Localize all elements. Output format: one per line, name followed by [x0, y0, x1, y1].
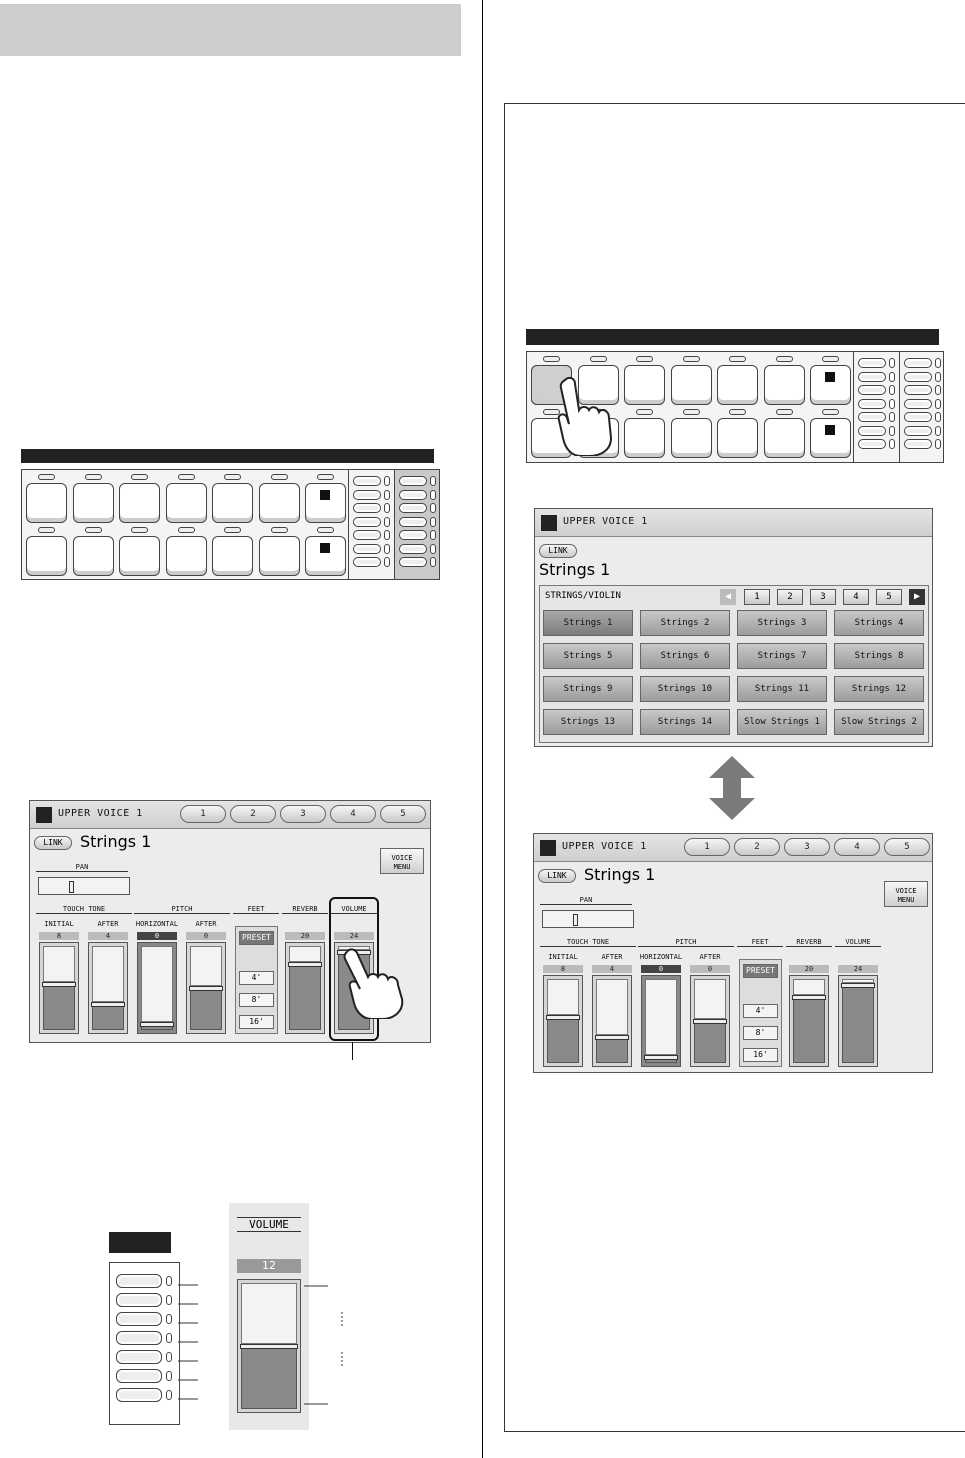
tablet-switch[interactable] — [858, 426, 886, 436]
pitch-after-slider-upper — [694, 979, 726, 1019]
volume-pointer-line — [352, 1042, 353, 1060]
tablet-switch[interactable] — [399, 544, 427, 554]
voice-button[interactable] — [305, 483, 346, 523]
tablet-switch[interactable] — [399, 476, 427, 486]
tablet-switch[interactable] — [904, 412, 932, 422]
volume-label: VOLUME — [331, 905, 377, 914]
tablet-switch[interactable] — [116, 1331, 162, 1345]
screen-title: UPPER VOICE 1 — [58, 808, 143, 819]
pitch-after-label: AFTER — [195, 920, 217, 928]
tablet-lamp — [166, 1352, 172, 1362]
voice-select-button[interactable]: Strings 4 — [834, 610, 924, 636]
volume-range-markers — [300, 1280, 350, 1410]
volume-detail-label: VOLUME — [237, 1217, 301, 1232]
tablet-switch[interactable] — [904, 426, 932, 436]
voice-button-panel-right — [526, 351, 944, 463]
tab-5[interactable]: 5 — [380, 805, 426, 823]
voice-select-button[interactable]: Strings 11 — [737, 676, 827, 702]
voice-button[interactable] — [26, 536, 67, 576]
tablet-lamp — [889, 358, 895, 368]
panel-title-bar — [21, 449, 434, 463]
voice-select-button[interactable]: Slow Strings 2 — [834, 709, 924, 735]
tablet-lamp — [889, 426, 895, 436]
tablet-lamp — [935, 385, 941, 395]
tablet-switch[interactable] — [116, 1312, 162, 1326]
voice-lamp — [224, 527, 241, 533]
volume-detail-knob[interactable] — [240, 1344, 298, 1349]
voice-select-button[interactable]: Strings 5 — [543, 643, 633, 669]
reverb-slider[interactable] — [789, 975, 829, 1067]
tablet-switch[interactable] — [353, 517, 381, 527]
voice-button[interactable] — [764, 418, 805, 458]
pitch-after-label: AFTER — [699, 953, 721, 961]
selected-indicator-icon — [825, 372, 835, 382]
tablet-lamp — [935, 399, 941, 409]
voice-name: Strings 1 — [80, 832, 152, 851]
voice-button[interactable] — [259, 536, 300, 576]
voice-edit-screen — [29, 800, 431, 1043]
voice-lamp — [178, 527, 195, 533]
tablet-switch[interactable] — [353, 544, 381, 554]
initial-value: 8 — [543, 965, 583, 973]
tablet-lamp — [935, 439, 941, 449]
voice-lamp — [271, 527, 288, 533]
voice-lamp — [131, 474, 148, 480]
link-button[interactable]: LINK — [538, 869, 576, 883]
pan-label: PAN — [540, 896, 632, 905]
pitch-after-value: 0 — [690, 965, 730, 973]
tablet-switch[interactable] — [353, 557, 381, 567]
tablet-switch[interactable] — [904, 372, 932, 382]
page-next-icon[interactable]: ▶ — [909, 589, 925, 605]
tablet-lamp — [889, 439, 895, 449]
pitch-after-slider-knob[interactable] — [189, 986, 223, 991]
voice-button[interactable] — [259, 483, 300, 523]
pitch-after-slider[interactable] — [690, 975, 730, 1067]
horizontal-slider[interactable] — [641, 975, 681, 1067]
screen-title: UPPER VOICE 1 — [563, 516, 648, 527]
tablet-switch[interactable] — [858, 439, 886, 449]
page-button-1[interactable]: 1 — [744, 589, 770, 605]
tablet-lamp — [935, 358, 941, 368]
after-label: AFTER — [97, 920, 119, 928]
feet-buttons — [235, 926, 278, 1034]
touch-tone-label: TOUCH TONE — [540, 938, 636, 947]
after-slider-knob[interactable] — [595, 1035, 629, 1040]
page-prev-icon[interactable]: ◀ — [720, 589, 736, 605]
selected-indicator-icon — [825, 425, 835, 435]
tab-4[interactable]: 4 — [834, 838, 880, 856]
voice-lamp — [178, 474, 195, 480]
horizontal-slider-upper — [141, 946, 173, 1022]
page-button-2[interactable]: 2 — [777, 589, 803, 605]
feet-button-2[interactable]: 8' — [239, 993, 274, 1007]
reverb-slider-fill — [289, 962, 321, 1030]
horizontal-slider[interactable] — [137, 942, 177, 1034]
selected-indicator-icon — [320, 543, 330, 553]
tablet-lamp — [384, 503, 390, 513]
voice-lamp — [543, 356, 560, 362]
voice-lamp — [317, 474, 334, 480]
tab-2[interactable]: 2 — [230, 805, 276, 823]
feet-button-2[interactable]: 8' — [743, 1026, 778, 1040]
after-slider-upper — [596, 979, 628, 1035]
link-button[interactable]: LINK — [539, 544, 577, 558]
horizontal-label: HORIZONTAL — [639, 953, 683, 961]
tablet-switch[interactable] — [353, 476, 381, 486]
voice-button[interactable] — [717, 418, 758, 458]
voice-name: Strings 1 — [539, 560, 611, 579]
tablet-lamp — [384, 517, 390, 527]
tablet-switch[interactable] — [858, 372, 886, 382]
feet-button-0[interactable]: PRESET — [743, 964, 778, 978]
reverb-value: 20 — [789, 965, 829, 973]
tablet-lamp — [384, 490, 390, 500]
pitch-after-value: 0 — [186, 932, 226, 940]
volume-detail — [229, 1203, 309, 1430]
voice-button[interactable] — [810, 365, 851, 405]
volume-slider[interactable] — [838, 975, 878, 1067]
volume-value: 24 — [334, 932, 374, 940]
initial-label: INITIAL — [548, 953, 578, 961]
initial-slider[interactable] — [543, 975, 583, 1067]
voice-lamp — [131, 527, 148, 533]
after-value: 4 — [88, 932, 128, 940]
voice-menu-button[interactable]: VOICE MENU — [884, 881, 928, 907]
pan-knob — [573, 914, 578, 926]
initial-slider-fill — [43, 982, 75, 1030]
volume-detail-value: 12 — [237, 1259, 301, 1273]
tablet-lamp — [384, 530, 390, 540]
voice-lamp — [729, 356, 746, 362]
voice-lamp — [38, 527, 55, 533]
tab-1[interactable]: 1 — [180, 805, 226, 823]
tablet-lamp — [430, 503, 436, 513]
tablet-leader-lines — [176, 1275, 206, 1415]
feet-button-1[interactable]: 4' — [239, 971, 274, 985]
voice-button[interactable] — [717, 365, 758, 405]
after-slider[interactable] — [88, 942, 128, 1034]
voice-button[interactable] — [305, 536, 346, 576]
after-slider[interactable] — [592, 975, 632, 1067]
touch-tone-label: TOUCH TONE — [36, 905, 132, 914]
screen-icon — [540, 840, 556, 856]
feet-label: FEET — [737, 938, 783, 947]
voice-select-button[interactable]: Strings 3 — [737, 610, 827, 636]
tablet-switch[interactable] — [116, 1293, 162, 1307]
volume-label: VOLUME — [835, 938, 881, 947]
voice-select-button[interactable]: Strings 1 — [543, 610, 633, 636]
voice-select-button[interactable]: Strings 7 — [737, 643, 827, 669]
tablet-switch[interactable] — [904, 385, 932, 395]
pitch-after-slider-fill — [190, 986, 222, 1030]
panel-title-bar-right — [526, 329, 939, 345]
voice-select-button[interactable]: Strings 2 — [640, 610, 730, 636]
feet-button-3[interactable]: 16' — [743, 1048, 778, 1062]
voice-button[interactable] — [119, 483, 160, 523]
voice-lamp — [271, 474, 288, 480]
voice-lamp — [636, 356, 653, 362]
page-button-5[interactable]: 5 — [876, 589, 902, 605]
tablet-lamp — [430, 517, 436, 527]
pan-slider[interactable] — [542, 910, 634, 928]
tablet-switch[interactable] — [858, 385, 886, 395]
horizontal-slider-knob[interactable] — [140, 1022, 174, 1027]
screen-icon — [541, 515, 557, 531]
voice-select-button[interactable]: Strings 12 — [834, 676, 924, 702]
volume-detail-upper — [241, 1283, 297, 1344]
initial-slider-upper — [43, 946, 75, 982]
tablet-switch[interactable] — [353, 503, 381, 513]
voice-button[interactable] — [73, 483, 114, 523]
tablet-lamp — [166, 1333, 172, 1343]
initial-label: INITIAL — [44, 920, 74, 928]
tab-3[interactable]: 3 — [784, 838, 830, 856]
tablet-lamp — [384, 544, 390, 554]
voice-lamp — [85, 474, 102, 480]
tablet-lamp — [430, 490, 436, 500]
section-header-bar — [0, 4, 461, 56]
reverb-slider-upper — [793, 979, 825, 995]
page-button-3[interactable]: 3 — [810, 589, 836, 605]
tablet-switch[interactable] — [858, 412, 886, 422]
pointing-hand-icon — [557, 376, 617, 456]
voice-lamp — [590, 356, 607, 362]
tablet-lamp — [935, 372, 941, 382]
voice-button[interactable] — [624, 365, 665, 405]
voice-select-button[interactable]: Slow Strings 1 — [737, 709, 827, 735]
tab-1[interactable]: 1 — [684, 838, 730, 856]
page-button-4[interactable]: 4 — [843, 589, 869, 605]
horizontal-label: HORIZONTAL — [135, 920, 179, 928]
tab-2[interactable]: 2 — [734, 838, 780, 856]
tablet-lamp — [384, 557, 390, 567]
tablet-lamp — [889, 399, 895, 409]
link-button[interactable]: LINK — [34, 836, 72, 850]
tablet-lamp — [935, 412, 941, 422]
volume-slider-fill — [842, 983, 874, 1063]
voice-lamp — [683, 356, 700, 362]
voice-button[interactable] — [810, 418, 851, 458]
category-label: STRINGS/VIOLIN — [545, 591, 621, 601]
after-value: 4 — [592, 965, 632, 973]
pitch-after-slider-fill — [694, 1019, 726, 1063]
reverb-slider-knob[interactable] — [792, 995, 826, 1000]
tab-5[interactable]: 5 — [884, 838, 930, 856]
initial-slider-knob[interactable] — [546, 1015, 580, 1020]
tablet-switch[interactable] — [399, 490, 427, 500]
column-divider — [482, 0, 483, 1458]
voice-button[interactable] — [119, 536, 160, 576]
voice-button[interactable] — [26, 483, 67, 523]
tablet-switch[interactable] — [399, 530, 427, 540]
pan-slider[interactable] — [38, 877, 130, 895]
tab-3[interactable]: 3 — [280, 805, 326, 823]
tablet-lamp — [935, 426, 941, 436]
volume-detail-fill — [241, 1344, 297, 1409]
tablet-lamp — [430, 476, 436, 486]
volume-slider-knob[interactable] — [841, 983, 875, 988]
tablet-lamp — [166, 1295, 172, 1305]
feet-button-3[interactable]: 16' — [239, 1015, 274, 1029]
voice-button[interactable] — [212, 483, 253, 523]
voice-button[interactable] — [73, 536, 114, 576]
voice-select-button[interactable]: Strings 8 — [834, 643, 924, 669]
reverb-slider-upper — [289, 946, 321, 962]
tablet-column — [109, 1262, 180, 1425]
voice-button[interactable] — [212, 536, 253, 576]
tab-4[interactable]: 4 — [330, 805, 376, 823]
tablet-switch[interactable] — [116, 1388, 162, 1402]
pitch-after-slider-upper — [190, 946, 222, 986]
pitch-label: PITCH — [638, 938, 734, 947]
tablet-switch[interactable] — [904, 399, 932, 409]
tablet-switch[interactable] — [353, 490, 381, 500]
voice-button[interactable] — [764, 365, 805, 405]
pitch-label: PITCH — [134, 905, 230, 914]
voice-button[interactable] — [624, 418, 665, 458]
voice-button[interactable] — [671, 365, 712, 405]
voice-menu-button[interactable]: VOICE MENU — [380, 848, 424, 874]
voice-lamp — [683, 409, 700, 415]
voice-lamp — [776, 409, 793, 415]
tablet-switch[interactable] — [116, 1369, 162, 1383]
feet-button-0[interactable]: PRESET — [239, 931, 274, 945]
pan-knob — [69, 881, 74, 893]
screen-icon — [36, 807, 52, 823]
feet-label: FEET — [233, 905, 279, 914]
pitch-after-slider-knob[interactable] — [693, 1019, 727, 1024]
pitch-after-slider[interactable] — [186, 942, 226, 1034]
horizontal-value: 0 — [641, 965, 681, 973]
voice-lamp — [85, 527, 102, 533]
feet-button-1[interactable]: 4' — [743, 1004, 778, 1018]
tablet-lamp — [889, 385, 895, 395]
tablet-lamp — [166, 1390, 172, 1400]
after-slider-upper — [92, 946, 124, 1002]
tablet-lamp — [166, 1314, 172, 1324]
voice-select-button[interactable]: Strings 6 — [640, 643, 730, 669]
swap-arrow-icon — [709, 756, 755, 820]
voice-list-screen — [534, 508, 933, 747]
voice-button[interactable] — [671, 418, 712, 458]
initial-slider-fill — [547, 1015, 579, 1063]
voice-select-button[interactable]: Strings 14 — [640, 709, 730, 735]
reverb-slider[interactable] — [285, 942, 325, 1034]
voice-name: Strings 1 — [584, 865, 656, 884]
tablet-lamp — [889, 412, 895, 422]
tablet-switch[interactable] — [399, 503, 427, 513]
volume-detail-slider[interactable] — [237, 1279, 301, 1413]
panel-separator — [899, 352, 900, 462]
after-label: AFTER — [601, 953, 623, 961]
tablet-lamp — [166, 1371, 172, 1381]
voice-button-panel — [21, 469, 440, 580]
initial-value: 8 — [39, 932, 79, 940]
voice-select-button[interactable]: Strings 10 — [640, 676, 730, 702]
tablet-lamp — [430, 557, 436, 567]
selected-indicator-icon — [320, 490, 330, 500]
tablet-title-bar — [109, 1232, 171, 1253]
reverb-slider-knob[interactable] — [288, 962, 322, 967]
horizontal-slider-knob[interactable] — [644, 1055, 678, 1060]
tablet-switch[interactable] — [399, 557, 427, 567]
panel-separator — [853, 352, 854, 462]
initial-slider[interactable] — [39, 942, 79, 1034]
volume-value: 24 — [838, 965, 878, 973]
tablet-switch[interactable] — [116, 1274, 162, 1288]
voice-select-button[interactable]: Strings 9 — [543, 676, 633, 702]
horizontal-slider-upper — [645, 979, 677, 1055]
tablet-lamp — [430, 544, 436, 554]
voice-lamp — [317, 527, 334, 533]
initial-slider-knob[interactable] — [42, 982, 76, 987]
voice-select-button[interactable]: Strings 13 — [543, 709, 633, 735]
voice-lamp — [636, 409, 653, 415]
feet-buttons — [739, 959, 782, 1067]
tablet-lamp — [166, 1276, 172, 1286]
voice-lamp — [38, 474, 55, 480]
tablet-lamp — [889, 372, 895, 382]
touch-hand-icon — [342, 947, 408, 1019]
reverb-label: REVERB — [282, 905, 328, 914]
pan-label: PAN — [36, 863, 128, 872]
horizontal-value: 0 — [137, 932, 177, 940]
after-slider-knob[interactable] — [91, 1002, 125, 1007]
tablet-switch[interactable] — [353, 530, 381, 540]
voice-lamp — [776, 356, 793, 362]
tablet-switch[interactable] — [399, 517, 427, 527]
tablet-switch[interactable] — [116, 1350, 162, 1364]
reverb-label: REVERB — [786, 938, 832, 947]
voice-button[interactable] — [166, 536, 207, 576]
voice-lamp — [729, 409, 746, 415]
initial-slider-upper — [547, 979, 579, 1015]
tablet-switch[interactable] — [904, 439, 932, 449]
voice-edit-screen-right — [533, 833, 933, 1073]
reverb-value: 20 — [285, 932, 325, 940]
tablet-lamp — [384, 476, 390, 486]
tablet-switch[interactable] — [858, 358, 886, 368]
reverb-slider-fill — [793, 995, 825, 1063]
voice-lamp — [822, 356, 839, 362]
voice-lamp — [822, 409, 839, 415]
tablet-switch[interactable] — [904, 358, 932, 368]
panel-separator — [348, 470, 349, 579]
screen-title: UPPER VOICE 1 — [562, 841, 647, 852]
voice-lamp — [224, 474, 241, 480]
tablet-switch[interactable] — [858, 399, 886, 409]
voice-button[interactable] — [166, 483, 207, 523]
tablet-lamp — [430, 530, 436, 540]
